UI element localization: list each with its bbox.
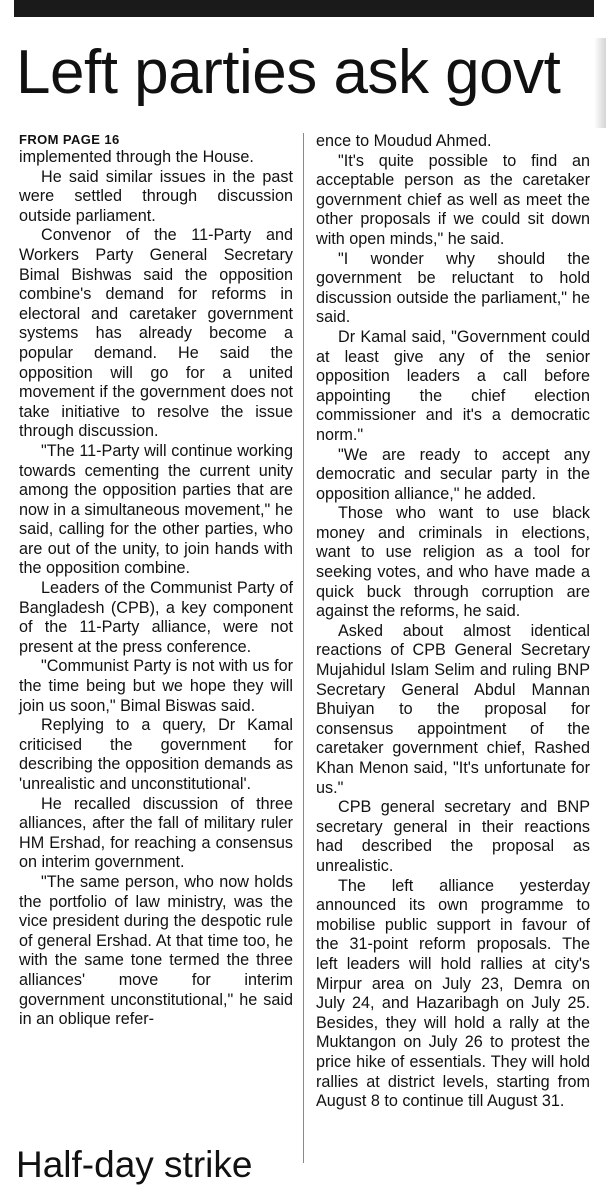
- paragraph: ence to Moudud Ahmed.: [316, 132, 492, 150]
- continuation-label: FROM PAGE 16: [19, 132, 120, 147]
- article-column-2: [316, 132, 590, 1112]
- article-column-1: [19, 132, 293, 1030]
- paragraph: Dr Kamal said, "Government could at least give any of the senior opposition leaders a call before appointing the chief election commissioner and it's a democratic norm.": [316, 327, 590, 444]
- paragraph: "Communist Party is not with us for the time being but we hope they will join us soon," Bimal Biswas said.: [19, 657, 293, 715]
- paragraph: "The 11-Party will continue working towards cementing the current unity among the opposition parties that are now in a simultaneous movement," he said, calling for the other parties, who are out of the unity, to join hands with the opposition combine.: [19, 441, 293, 578]
- paragraph: "I wonder why should the government be reluctant to hold discussion outside the parliament," he said.: [316, 249, 590, 327]
- paragraph: implemented through the House.: [19, 148, 254, 166]
- paragraph: He said similar issues in the past were settled through discussion outside parliament.: [19, 167, 293, 225]
- paragraph: "The same person, who now holds the portfolio of law ministry, was the vice president during the despotic rule of general Ershad. At that time too, he with the same tone termed the three alliances' move for interim government unconstitutional," he said in an oblique refer-: [19, 872, 293, 1029]
- paragraph: The left alliance yesterday announced its own programme to mobilise public support in favour of the 31-point reform proposals. The left leaders will hold rallies at city's Mirpur area on July 23, Demra on July 24, and Hazaribagh on July 25. Besides, they will hold a rally at the Muktangon on July 26 to protest the price hike of essentials. They will hold rallies at district levels, starting from August 8 to continue till August 31.: [316, 876, 590, 1111]
- paragraph: Replying to a query, Dr Kamal criticised the government for describing the opposition demands as 'unrealistic and unconstitutional'.: [19, 716, 293, 793]
- next-article-headline: Half-day strike: [16, 1144, 253, 1185]
- paragraph: "It's quite possible to find an acceptable person as the caretaker government chief as well as meet the other proposals if we could sit down with open minds," he said.: [316, 151, 590, 248]
- page-edge-shadow: [594, 38, 606, 128]
- column-divider: [303, 133, 304, 1163]
- article-headline: Left parties ask govt: [16, 38, 561, 107]
- paragraph: "We are ready to accept any democratic and secular party in the opposition alliance," he added.: [316, 445, 590, 503]
- paragraph: CPB general secretary and BNP secretary general in their reactions had described the proposal as unrealistic.: [316, 798, 590, 875]
- paragraph: Convenor of the 11-Party and Workers Party General Secretary Bimal Bishwas said the opposition combine's demand for reforms in electoral and caretaker government systems has already become a popular demand. He said the opposition will go for a united movement if the government does not take initiative to resolve the issue through discussion.: [19, 226, 293, 441]
- paragraph: Asked about almost identical reactions of CPB General Secretary Mujahidul Islam Selim and ruling BNP Secretary General Abdul Mannan Bhuiyan to the proposal for consensus appointment of the caretaker government chief, Rashed Khan Menon said, "It's unfortunate for us.": [316, 621, 590, 797]
- paragraph: Leaders of the Communist Party of Bangladesh (CPB), a key component of the 11-Party alliance, were not present at the press conference.: [19, 579, 293, 656]
- paragraph: Those who want to use black money and criminals in elections, want to use religion as a tool for seeking votes, and who have made a quick buck through corruption are against the reforms, he said.: [316, 504, 590, 621]
- paragraph: He recalled discussion of three alliances, after the fall of military ruler HM Ershad, for reaching a consensus on interim government.: [19, 794, 293, 872]
- top-rule: [14, 0, 594, 17]
